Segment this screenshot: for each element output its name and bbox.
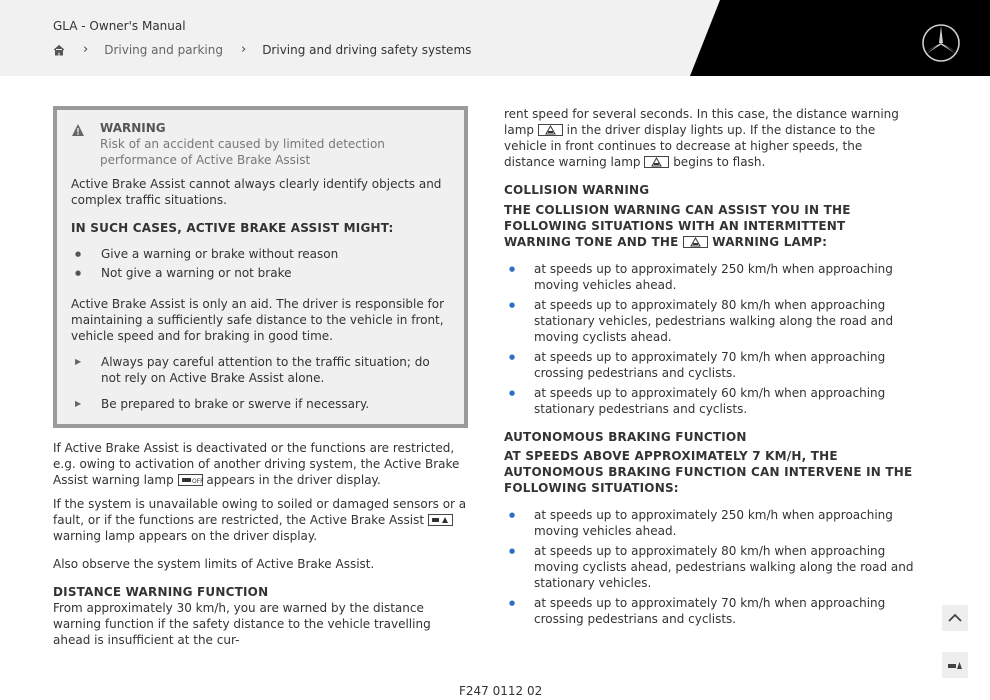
warning-box xyxy=(53,106,468,428)
collision-situations-list xyxy=(504,261,916,417)
distance-warning-lamp-icon xyxy=(683,236,708,248)
list-item: ● at speeds up to approximately 250 km/h when approaching moving vehicles ahead. xyxy=(504,261,916,293)
distance-warning-heading: DISTANCE WARNING FUNCTION xyxy=(53,585,269,599)
list-item: ● at speeds up to approximately 250 km/h when approaching moving vehicles ahead. xyxy=(504,507,916,539)
car-lamp-icon xyxy=(947,659,963,671)
autonomous-braking-subheading: AT SPEEDS ABOVE APPROXIMATELY 7 KM/H, THE AUTONOMOUS BRAKING FUNCTION CAN INTERVENE IN THE FOLLOWING SITUATIONS: xyxy=(504,449,913,495)
responsibility-paragraph: Active Brake Assist is only an aid. The driver is responsible for maintaining a sufficiently safe distance to the vehicle in front, vehicle speed and for braking in good time. xyxy=(71,297,445,343)
list-item: ● at speeds up to approximately 60 km/h when approaching stationary pedestrians and cyclists. xyxy=(504,385,916,417)
collision-warning-heading: COLLISION WARNING xyxy=(504,183,650,197)
car-lamp-button[interactable] xyxy=(942,652,968,678)
braking-situations-list xyxy=(504,507,916,627)
chevron-up-icon xyxy=(947,613,963,623)
list-item: ● at speeds up to approximately 80 km/h when approaching moving cyclists ahead, pedestrians walking along the road and stationary vehicles. xyxy=(504,543,916,591)
list-item: ● Not give a warning or not brake xyxy=(71,265,450,281)
manual-title: GLA - Owner's Manual xyxy=(53,19,186,33)
deactivated-text: If Active Brake Assist is deactivated or the functions are restricted, e.g. owing to activation of another driving system, the Active Brake Assist warning lamp xyxy=(53,441,460,487)
cases-list xyxy=(71,246,450,281)
warning-subtitle: Risk of an accident caused by limited detection performance of Active Brake Assist xyxy=(100,137,385,167)
breadcrumb-driving-safety-systems[interactable]: Driving and driving safety systems xyxy=(262,42,472,57)
distance-warning-lamp-icon xyxy=(538,124,563,136)
distance-warning-lamp-icon xyxy=(644,156,669,168)
list-item: ▶ Be prepared to brake or swerve if necessary. xyxy=(71,396,450,412)
autonomous-braking-heading: AUTONOMOUS BRAKING FUNCTION xyxy=(504,430,747,444)
mercedes-star-logo[interactable] xyxy=(921,23,961,63)
deactivated-text-end: appears in the driver display. xyxy=(206,473,381,487)
list-item: ● at speeds up to approximately 70 km/h when approaching crossing pedestrians and cyclists. xyxy=(504,595,916,627)
brake-assist-fault-lamp-icon xyxy=(428,514,453,526)
chevron-right-icon: › xyxy=(240,42,247,57)
right-column xyxy=(504,106,916,631)
warning-triangle-icon xyxy=(71,123,85,137)
list-item: ▶ Always pay careful attention to the traffic situation; do not rely on Active Brake Assist alone. xyxy=(71,354,450,386)
continued-text: rent speed for several seconds. In this case, the distance warning lamp xyxy=(504,107,899,137)
back-to-top-button[interactable] xyxy=(942,605,968,631)
svg-text:OFF: OFF xyxy=(191,478,204,485)
chevron-right-icon: › xyxy=(83,42,89,57)
deactivated-paragraph xyxy=(53,440,468,488)
list-item: ● at speeds up to approximately 80 km/h when approaching stationary vehicles, pedestrians walking along the road and moving cyclists ahead. xyxy=(504,297,916,345)
page-header xyxy=(0,0,990,76)
warning-header xyxy=(71,120,450,168)
distance-continued-paragraph xyxy=(504,106,916,170)
continued-text-2: in the driver display lights up. If the distance to the vehicle in front continues to decrease at higher speeds, the distance warning lamp xyxy=(504,123,876,169)
list-item: ● at speeds up to approximately 70 km/h when approaching crossing pedestrians and cyclists. xyxy=(504,349,916,381)
system-limits-paragraph: Also observe the system limits of Active Brake Assist. xyxy=(53,557,375,571)
figure-reference: F247 0112 02 xyxy=(459,684,543,698)
left-column xyxy=(53,106,468,648)
collision-warning-subheading xyxy=(504,202,916,250)
breadcrumb-driving-and-parking[interactable]: Driving and parking xyxy=(104,42,223,57)
continued-text-3: begins to flash. xyxy=(673,155,766,169)
unavailable-text-end: warning lamp appears on the driver display. xyxy=(53,529,318,543)
list-item: ● Give a warning or brake without reason xyxy=(71,246,450,262)
collision-sub-text: THE COLLISION WARNING CAN ASSIST YOU IN THE FOLLOWING SITUATIONS WITH AN INTERMITTENT WARNING TONE AND THE xyxy=(504,203,851,249)
distance-warning-text: From approximately 30 km/h, you are warned by the distance warning function if the safety distance to the vehicle travelling ahead is insufficient at the cur- xyxy=(53,601,431,647)
unavailable-paragraph xyxy=(53,496,468,544)
collision-sub-text-end: WARNING LAMP: xyxy=(712,235,828,249)
action-list xyxy=(71,354,450,412)
unavailable-text: If the system is unavailable owing to soiled or damaged sensors or a fault, or if the functions are restricted, the Active Brake Assist xyxy=(53,497,467,527)
home-icon[interactable] xyxy=(53,44,65,56)
warning-paragraph: Active Brake Assist cannot always clearly identify objects and complex traffic situations. xyxy=(71,177,442,207)
breadcrumb xyxy=(53,42,471,57)
cases-heading: IN SUCH CASES, ACTIVE BRAKE ASSIST MIGHT: xyxy=(71,221,394,235)
warning-title: WARNING xyxy=(100,121,166,135)
brake-assist-off-lamp-icon xyxy=(178,474,203,486)
